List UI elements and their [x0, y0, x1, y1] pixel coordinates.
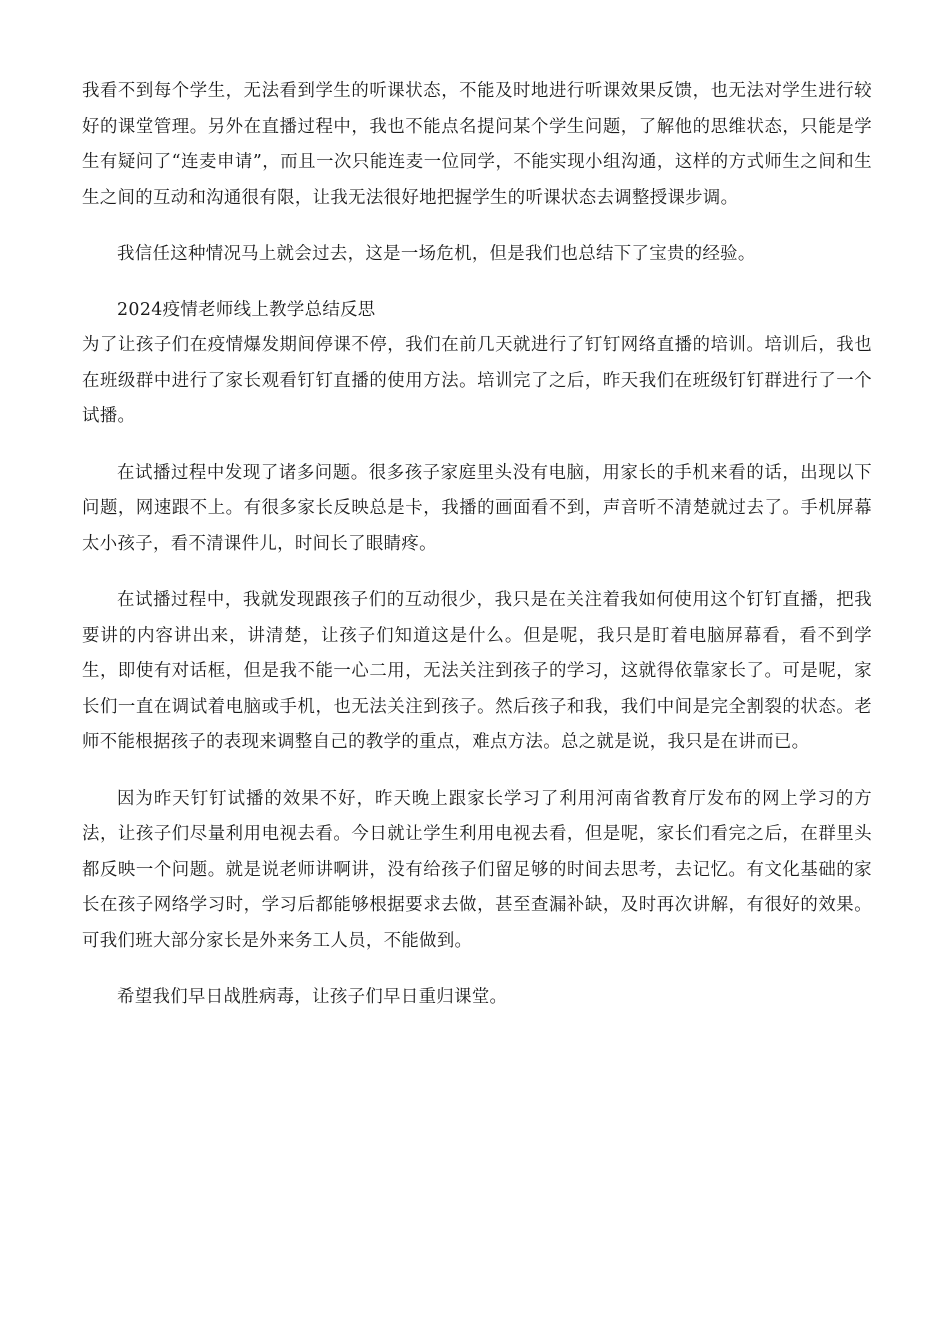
paragraph-crisis-will-pass: 我信任这种情况马上就会过去，这是一场危机，但是我们也总结下了宝贵的经验。 [117, 244, 756, 264]
paragraph-tv-learning: 因为昨天钉钉试播的效果不好，昨天晚上跟家长学习了利用河南省教育厅发布的网上学习的方法，让孩子们尽量利用电视去看。今日就让学生利用电视去看，但是呢，家长们看完之后，在群里头都反映一个问题。就是说老师讲啊讲，没有给孩子们留足够的时间去思考，去记忆。有文化基础的家长在孩子网络学习时，学习后都能够根据要求去做，甚至查漏补缺，及时再次讲解，有很好的效果。可我们班大部分家长是外来务工人员，不能做到。 [82, 788, 872, 951]
document-body [82, 74, 872, 1016]
paragraph-livestream-limitations: 我看不到每个学生，无法看到学生的听课状态，不能及时地进行听课效果反馈，也无法对学生进行较好的课堂管理。另外在直播过程中，我也不能点名提问某个学生问题，了解他的思维状态，只能是学生有疑问了“连麦申请”，而且一次只能连麦一位同学，不能实现小组沟通，这样的方式师生之间和生生之间的互动和沟通很有限，让我无法很好地把握学生的听课状态去调整授课步调。 [82, 81, 872, 208]
paragraph-dingtalk-training: 为了让孩子们在疫情爆发期间停课不停，我们在前几天就进行了钉钉网络直播的培训。培训后，我也在班级群中进行了家长观看钉钉直播的使用方法。培训完了之后，昨天我们在班级钉钉群进行了一个试播。 [82, 335, 872, 426]
paragraph-lack-of-interaction: 在试播过程中，我就发现跟孩子们的互动很少，我只是在关注着我如何使用这个钉钉直播，把我要讲的内容讲出来，讲清楚，让孩子们知道这是什么。但是呢，我只是盯着电脑屏幕看，看不到学生，即使有对话框，但是我不能一心二用，无法关注到孩子的学习，这就得依靠家长了。可是呢，家长们一直在调试着电脑或手机，也无法关注到孩子。然后孩子和我，我们中间是完全割裂的状态。老师不能根据孩子的表现来调整自己的教学的重点，难点方法。总之就是说，我只是在讲而已。 [82, 590, 872, 752]
paragraph-trial-problems: 在试播过程中发现了诸多问题。很多孩子家庭里头没有电脑，用家长的手机来看的话，出现以下问题，网速跟不上。有很多家长反映总是卡，我播的画面看不到，声音听不清楚就过去了。手机屏幕太小孩子，看不清课件儿，时间长了眼睛疼。 [82, 462, 872, 554]
section-title: 2024疫情老师线上教学总结反思 [117, 299, 376, 320]
paragraph-closing-wish: 希望我们早日战胜病毒，让孩子们早日重归课堂。 [117, 987, 508, 1007]
